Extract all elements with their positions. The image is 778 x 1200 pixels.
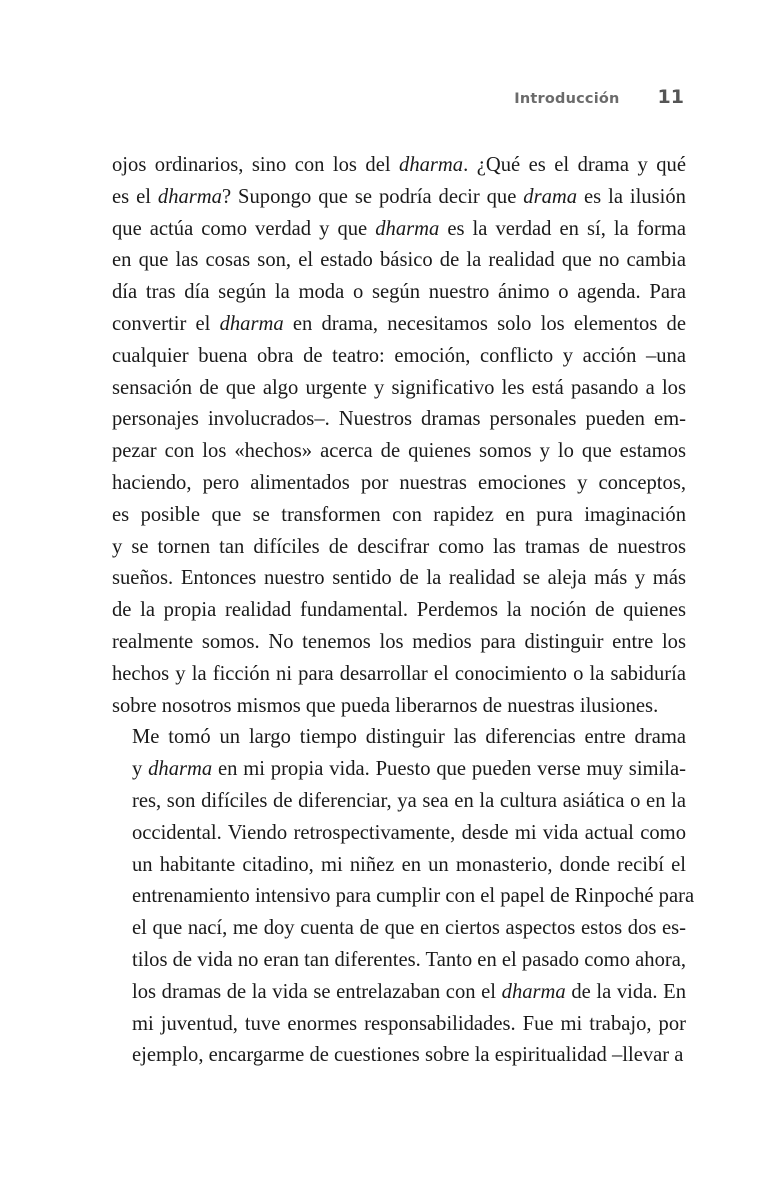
text-line: Me tomó un largo tiempo distinguir las diferencias entre drama <box>132 726 686 749</box>
text-line: de la propia realidad fundamental. Perdemos la noción de quienes <box>112 599 686 622</box>
text-line: y dharma en mi propia vida. Puesto que pueden verse muy simila- <box>132 758 686 781</box>
body-text <box>112 150 695 1072</box>
text-line: haciendo, pero alimentados por nuestras emociones y conceptos, <box>112 471 686 494</box>
text-line: entrenamiento intensivo para cumplir con el papel de Rinpoché para <box>132 885 695 908</box>
italic-term: dharma <box>399 154 464 176</box>
italic-term: dharma <box>148 758 213 781</box>
text-line: occidental. Viendo retrospectivamente, desde mi vida actual como <box>132 821 686 844</box>
italic-term: dharma <box>157 185 222 208</box>
text-line: convertir el dharma en drama, necesitamos solo los elementos de <box>112 312 686 335</box>
text-line: en que las cosas son, el estado básico de la realidad que no cambia <box>112 249 686 272</box>
text-line: res, son difíciles de diferenciar, ya sea en la cultura asiática o en la <box>132 789 686 812</box>
text-line: es el dharma? Supongo que se podría decir que drama es la ilusión <box>112 185 686 208</box>
italic-term: dharma <box>219 312 284 335</box>
paragraph <box>112 722 695 1072</box>
text-line: día tras día según la moda o según nuestro ánimo o agenda. Para <box>112 281 686 304</box>
text-line: sensación de que algo urgente y significativo les está pasando a los <box>112 376 686 399</box>
text-line: y se tornen tan difíciles de descifrar como las tramas de nuestros <box>112 535 686 558</box>
text-line: ejemplo, encargarme de cuestiones sobre la espiritualidad –llevar a <box>132 1044 684 1067</box>
italic-term: dharma <box>501 980 566 1003</box>
text-line: mi juventud, tuve enormes responsabilidades. Fue mi trabajo, por <box>132 1012 686 1035</box>
text-line: cualquier buena obra de teatro: emoción, conflicto y acción –una <box>112 344 686 367</box>
text-line: un habitante citadino, mi niñez en un monasterio, donde recibí el <box>132 853 686 876</box>
text-line: hechos y la ficción ni para desarrollar el conocimiento o la sabiduría <box>112 662 686 685</box>
paragraph <box>112 150 686 722</box>
italic-term: drama <box>523 185 578 208</box>
text-line: pezar con los «hechos» acerca de quienes somos y lo que estamos <box>112 440 686 463</box>
text-line: sueños. Entonces nuestro sentido de la realidad se aleja más y más <box>112 567 686 590</box>
text-line: es posible que se transformen con rapidez en pura imaginación <box>112 503 686 526</box>
text-line: realmente somos. No tenemos los medios para distinguir entre los <box>112 630 686 653</box>
text-line: personajes involucrados–. Nuestros dramas personales pueden em- <box>112 408 686 431</box>
page-number: 11 <box>657 86 684 108</box>
italic-term: dharma <box>375 217 440 240</box>
text-line: que actúa como verdad y que dharma es la verdad en sí, la forma <box>112 217 686 240</box>
text-line: tilos de vida no eran tan diferentes. Tanto en el pasado como ahora, <box>132 948 687 971</box>
section-title: Introducción <box>514 91 620 107</box>
text-line: el que nací, me doy cuenta de que en ciertos aspectos estos dos es- <box>132 917 686 940</box>
text-line: ojos ordinarios, sino con los del dharma. ¿Qué es el drama y qué <box>112 154 686 176</box>
running-header <box>514 86 684 108</box>
text-line: sobre nosotros mismos que pueda liberarnos de nuestras ilusiones. <box>112 694 659 717</box>
text-line: los dramas de la vida se entrelazaban con el dharma de la vida. En <box>132 980 686 1003</box>
